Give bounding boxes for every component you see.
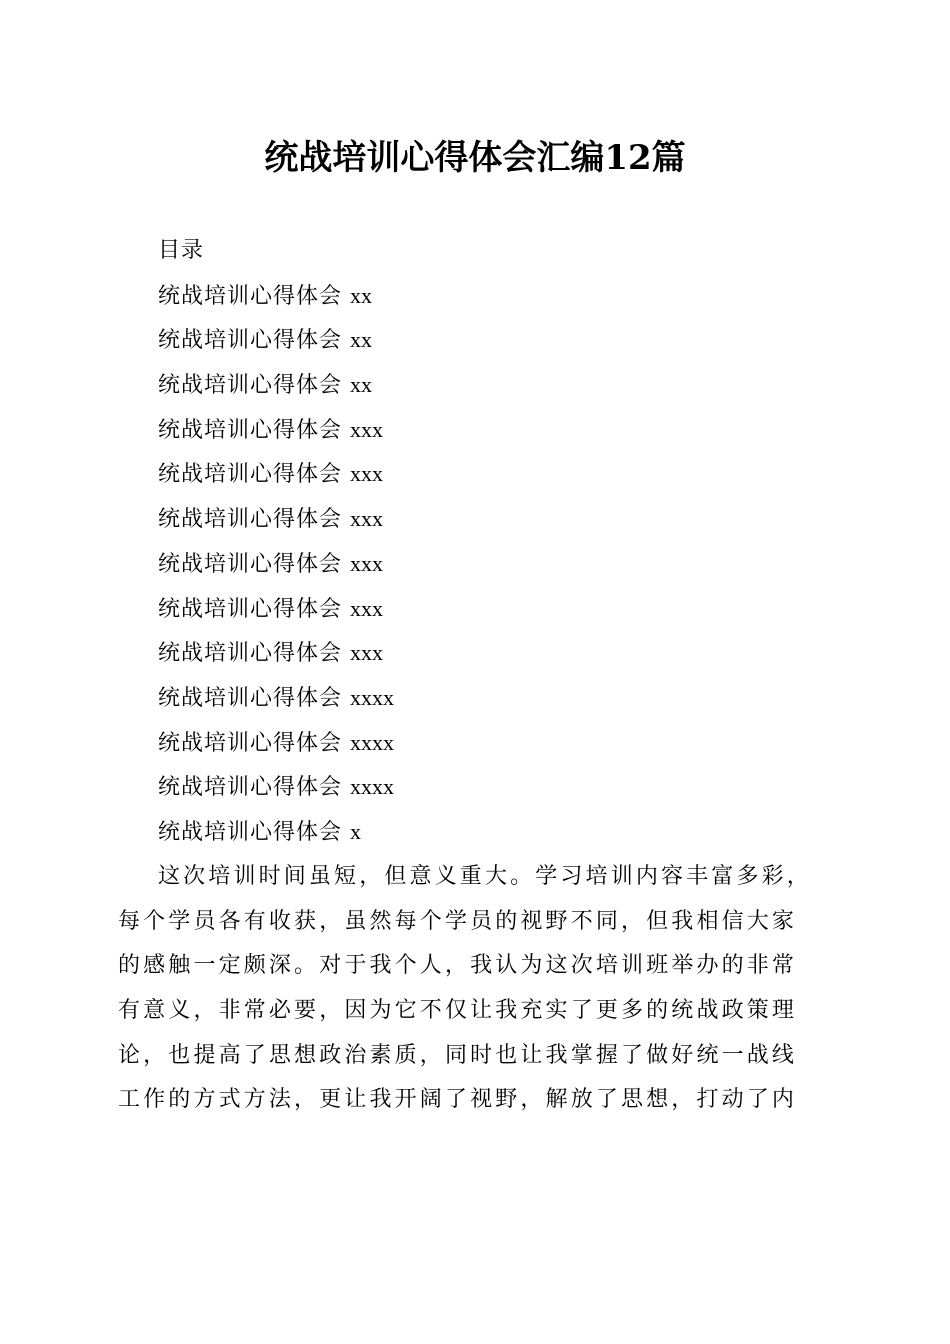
toc-item	[158, 676, 838, 721]
body-line: 的感触一定颇深。对于我个人，我认为这次培训班举办的非常	[118, 953, 798, 979]
toc-item-label: 统战培训心得体会	[158, 596, 343, 622]
toc-item-suffix: xxxx	[350, 774, 395, 800]
toc-item-label: 统战培训心得体会	[158, 373, 343, 399]
toc-item-suffix: xxx	[350, 595, 384, 621]
toc-item-suffix: xx	[350, 282, 373, 308]
toc-item-suffix: xx	[350, 372, 373, 398]
toc-item-label: 统战培训心得体会	[158, 283, 343, 309]
toc-item-label: 统战培训心得体会	[158, 507, 343, 533]
toc-item	[158, 274, 838, 319]
body-line: 每个学员各有收获，虽然每个学员的视野不同，但我相信大家	[118, 908, 798, 934]
body-line: 论，也提高了思想政治素质，同时也让我掌握了做好统一战线	[118, 1042, 798, 1068]
toc-item-label: 统战培训心得体会	[158, 685, 343, 711]
toc-item-suffix: xx	[350, 327, 373, 353]
body-line: 有意义，非常必要，因为它不仅让我充实了更多的统战政策理	[118, 998, 798, 1024]
toc-item	[158, 810, 838, 855]
toc-item-suffix: xxx	[350, 461, 384, 487]
toc-item	[158, 587, 838, 632]
table-of-contents	[158, 229, 838, 855]
toc-item-label: 统战培训心得体会	[158, 328, 343, 354]
toc-item	[158, 452, 838, 497]
toc-item	[158, 408, 838, 453]
toc-item-suffix: x	[350, 818, 362, 844]
toc-item	[158, 318, 838, 363]
toc-item-suffix: xxxx	[350, 684, 395, 710]
toc-item-label: 统战培训心得体会	[158, 775, 343, 801]
toc-item-suffix: xxx	[350, 550, 384, 576]
toc-item	[158, 721, 838, 766]
toc-item	[158, 363, 838, 408]
body-line: 工作的方式方法，更让我开阔了视野，解放了思想，打动了内	[118, 1087, 798, 1113]
toc-item-label: 统战培训心得体会	[158, 462, 343, 488]
toc-item	[158, 542, 838, 587]
toc-item	[158, 631, 838, 676]
toc-item-suffix: xxx	[350, 416, 384, 442]
toc-item-suffix: xxxx	[350, 729, 395, 755]
document-title: 统战培训心得体会汇编12篇	[264, 138, 686, 178]
toc-item	[158, 765, 838, 810]
toc-item-suffix: xxx	[350, 640, 384, 666]
body-line: 这次培训时间虽短，但意义重大。学习培训内容丰富多彩，	[158, 864, 812, 889]
toc-item-label: 统战培训心得体会	[158, 551, 343, 577]
toc-item-label: 统战培训心得体会	[158, 819, 343, 845]
toc-item-label: 统战培训心得体会	[158, 641, 343, 667]
toc-item-suffix: xxx	[350, 506, 384, 532]
body-paragraph	[118, 855, 832, 1123]
toc-heading: 目录	[158, 238, 205, 263]
toc-item-label: 统战培训心得体会	[158, 730, 343, 756]
toc-item	[158, 497, 838, 542]
toc-item-label: 统战培训心得体会	[158, 417, 343, 443]
